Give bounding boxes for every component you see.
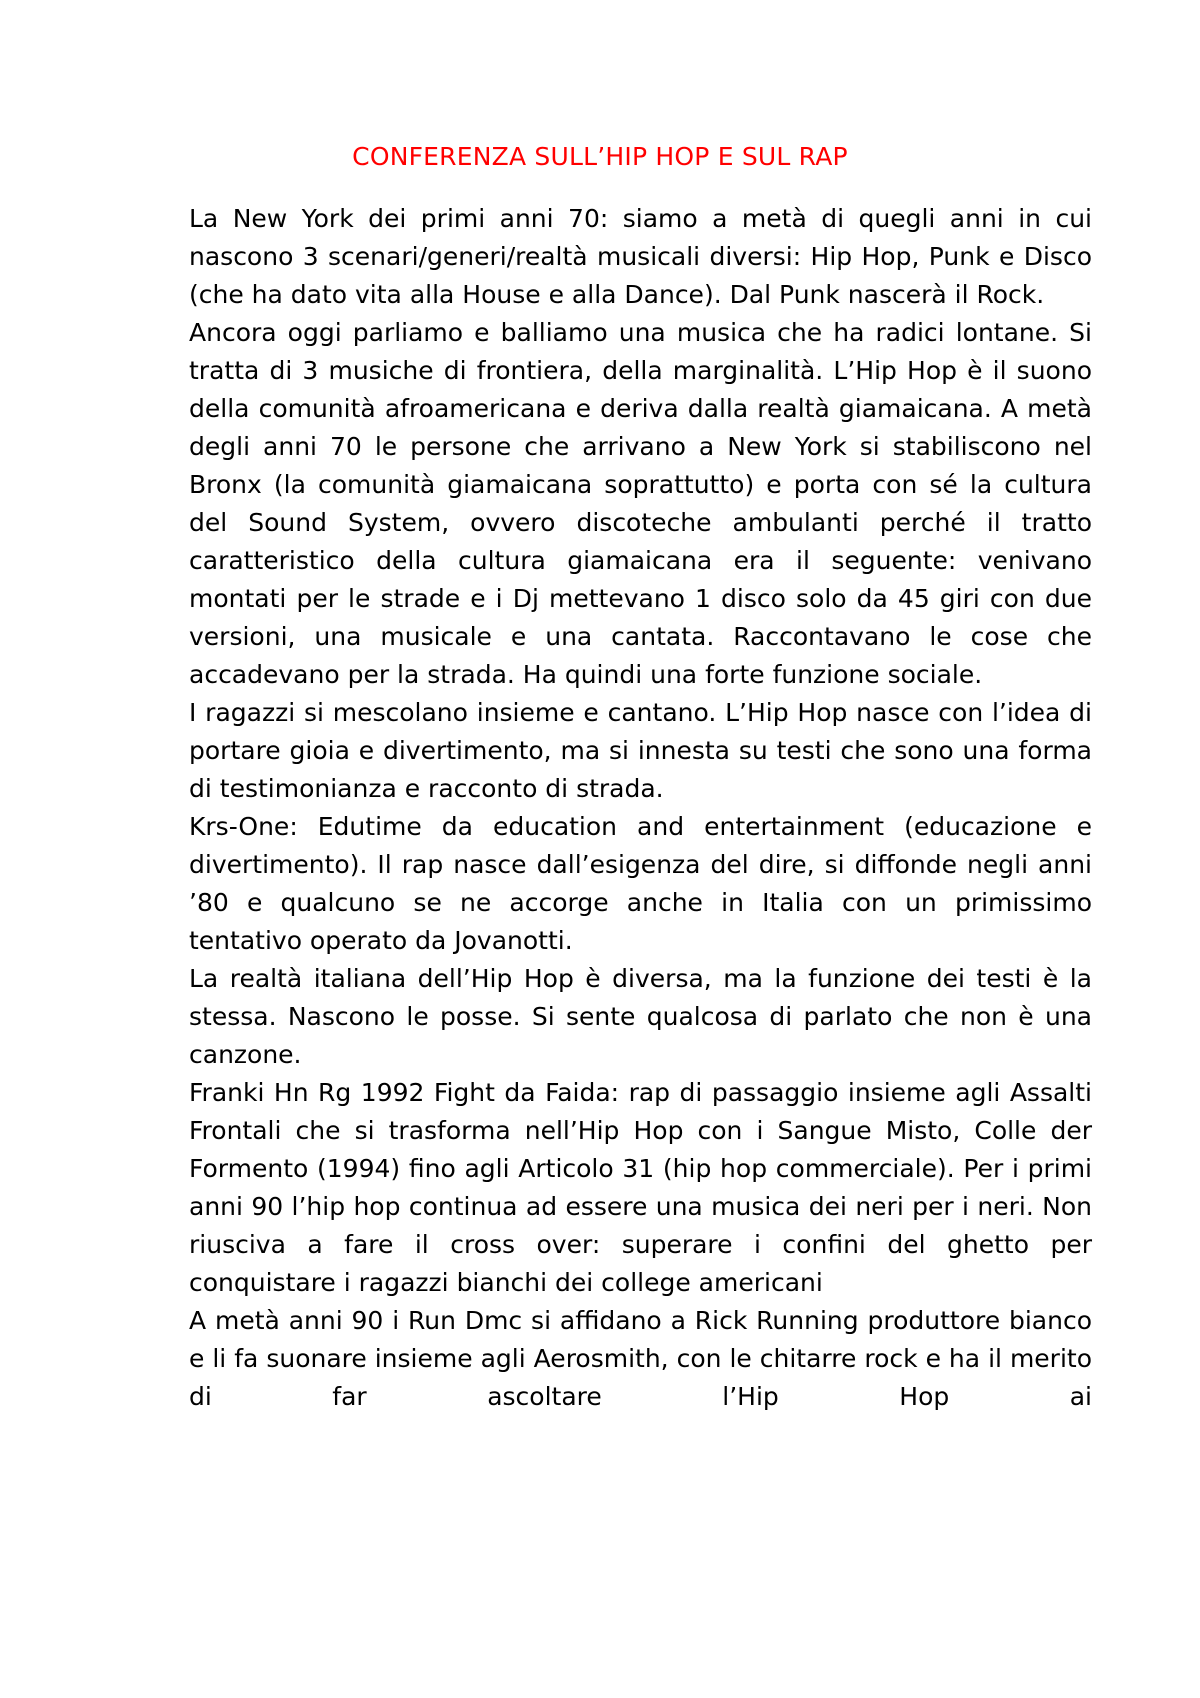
paragraph-italian-reality: La realtà italiana dell’Hip Hop è diversa, ma la funzione dei testi è la stessa. Nascono le posse. Si sente qualcosa di parlato che non è una canzone.: [189, 964, 1092, 1069]
document-title: CONFERENZA SULL’HIP HOP E SUL RAP: [352, 142, 848, 171]
document-body: [189, 200, 1092, 1416]
paragraph-run-dmc: A metà anni 90 i Run Dmc si affidano a Rick Running produttore bianco e li fa suonare insieme agli Aerosmith, con le chitarre rock e ha il merito di far ascoltare l’Hip Hop ai: [189, 1306, 1092, 1411]
paragraph-new-york-70s: La New York dei primi anni 70: siamo a metà di quegli anni in cui nascono 3 scenari/generi/realtà musicali diversi: Hip Hop, Punk e Disco (che ha dato vita alla House e alla Dance). Dal Punk nascerà il Rock.: [189, 204, 1092, 309]
paragraph-italian-artists: Franki Hn Rg 1992 Fight da Faida: rap di passaggio insieme agli Assalti Frontali che si trasforma nell’Hip Hop con i Sangue Misto, Colle der Formento (1994) fino agli Articolo 31 (hip hop commerciale). Per i primi anni 90 l’hip hop continua ad essere una musica dei neri per i neri. Non riusciva a fare il cross over: superare i confini del ghetto per conquistare i ragazzi bianchi dei college americani: [189, 1078, 1092, 1297]
paragraph-krs-one: Krs-One: Edutime da education and entertainment (educazione e divertimento). Il rap nasce dall’esigenza del dire, si diffonde negli anni ’80 e qualcuno se ne accorge anche in Italia con un primissimo tentativo operato da Jovanotti.: [189, 812, 1092, 955]
paragraph-origins-hip-hop: Ancora oggi parliamo e balliamo una musica che ha radici lontane. Si tratta di 3 musiche di frontiera, della marginalità. L’Hip Hop è il suono della comunità afroamericana e deriva dalla realtà giamaicana. A metà degli anni 70 le persone che arrivano a New York si stabiliscono nel Bronx (la comunità giamaicana soprattutto) e porta con sé la cultura del Sound System, ovvero discoteche ambulanti perché il tratto caratteristico della cultura giamaicana era il seguente: venivano montati per le strade e i Dj mettevano 1 disco solo da 45 giri con due versioni, una musicale e una cantata. Raccontavano le cose che accadevano per la strada. Ha quindi una forte funzione sociale.: [189, 318, 1092, 689]
paragraph-joy-and-testimony: I ragazzi si mescolano insieme e cantano. L’Hip Hop nasce con l’idea di portare gioia e divertimento, ma si innesta su testi che sono una forma di testimonianza e racconto di strada.: [189, 698, 1092, 803]
